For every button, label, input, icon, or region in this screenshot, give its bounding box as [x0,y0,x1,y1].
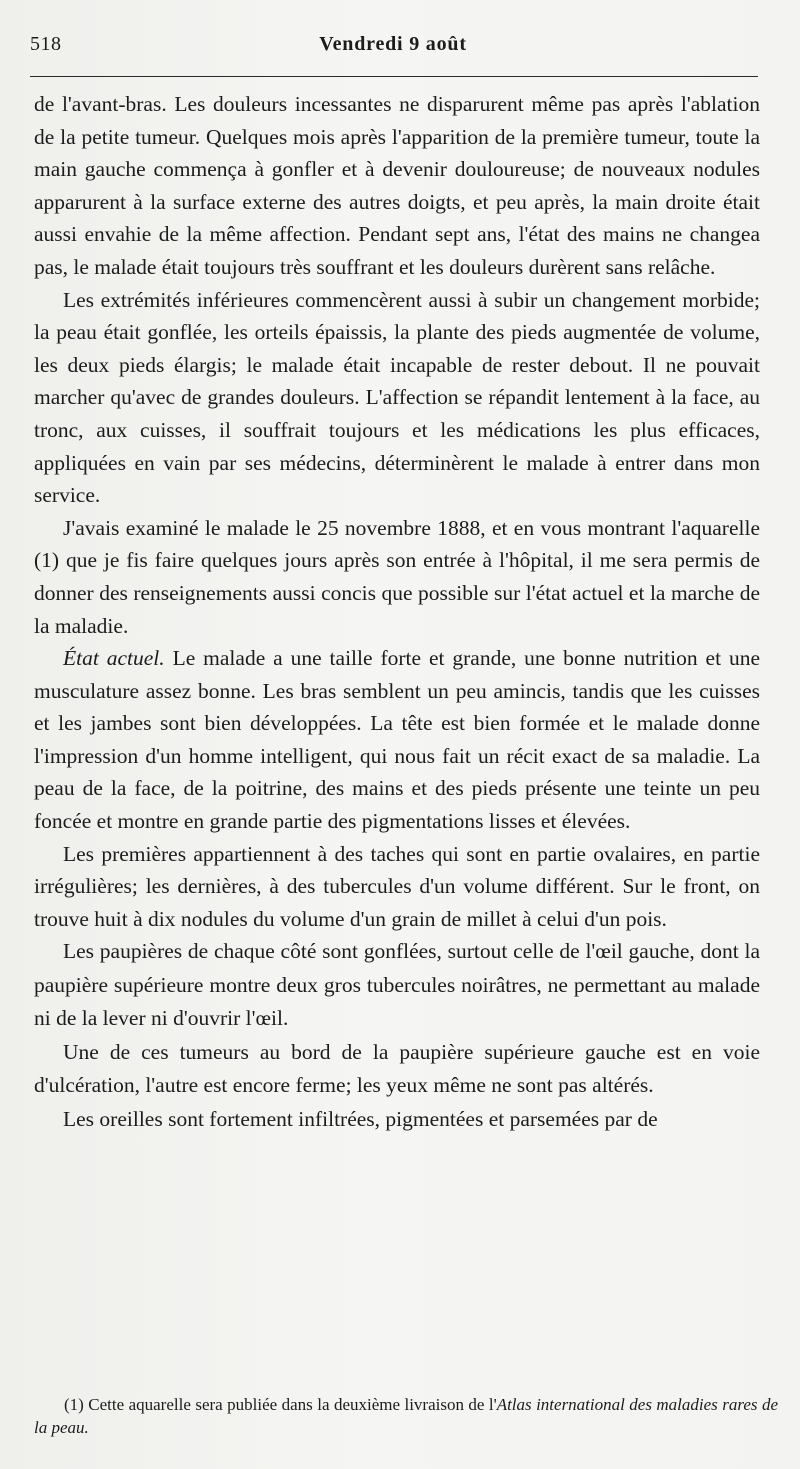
paragraph: J'avais examiné le malade le 25 novembre 1888, et en vous montrant l'aquarelle (1) que je fis faire quelques jours après son entrée à l'hôpital, il me sera permis de donner des renseignements aussi concis que possible sur l'état actuel et la marche de la maladie. [34,515,760,638]
footnote-text [34,1393,778,1439]
etat-actuel-label: État actuel. [63,646,165,671]
body-text [34,88,760,1136]
header-rule [30,76,758,77]
paragraph: Les extrémités inférieures commencèrent aussi à subir un changement morbide; la peau était gonflée, les orteils épaissis, la plante des pieds augmentée de volume, les deux pieds élargis; le malade était incapable de rester debout. Il ne pouvait marcher qu'avec de grandes douleurs. L'affection se répandit lentement à la face, au tronc, aux cuisses, il souffrait toujours et les médications les plus efficaces, appliquées en vain par ses médecins, déterminèrent le malade à entrer dans mon service. [34,287,760,508]
footnote-italic: Atlas international des maladies rares de la peau. [34,1395,778,1437]
paragraph: de l'avant-bras. Les douleurs incessantes ne disparurent même pas après l'ablation de la petite tumeur. Quelques mois après l'apparition de la première tumeur, toute la main gauche commença à gonfler et à devenir douloureuse; de nouveaux nodules apparurent à la surface externe des autres doigts, et peu après, la main droite était aussi envahie de la même affection. Pendant sept ans, l'état des mains ne changea pas, le malade était toujours très souffrant et les douleurs durèrent sans relâche. [34,92,760,279]
running-head [30,33,756,61]
footnote [34,1393,778,1439]
paragraph-etat-actuel [34,642,760,838]
running-title: Vendredi 9 août [319,33,467,55]
paragraph: Les paupières de chaque côté sont gonflées, surtout celle de l'œil gauche, dont la paupière supérieure montre deux gros tubercules noirâtres, ne permettant au malade ni de la lever ni d'ouvrir l'œil. [34,939,760,1031]
paragraph-text: Le malade a une taille forte et grande, une bonne nutrition et une musculature assez bonne. Les bras semblent un peu amincis, tandis que les cuisses et les jambes sont bien développées. La tête est bien formée et le malade donne l'impression d'un homme intelligent, qui nous fait un récit exact de sa maladie. La peau de la face, de la poitrine, des mains et des pieds présente une teinte un peu foncée et montre en grande partie des pigmentations lisses et élevées. [34,646,761,834]
footnote-plain: (1) Cette aquarelle sera publiée dans la deuxième livraison de l' [64,1395,497,1414]
paragraph: Les premières appartiennent à des taches qui sont en partie ovalaires, en partie irrégulières; les dernières, à des tubercules d'un volume différent. Sur le front, on trouve huit à dix nodules du volume d'un grain de millet à celui d'un pois. [34,841,760,931]
page-number: 518 [30,33,62,55]
paragraph: Une de ces tumeurs au bord de la paupière supérieure gauche est en voie d'ulcération, l'autre est encore ferme; les yeux même ne sont pas altérés. [34,1039,760,1098]
paragraph: Les oreilles sont fortement infiltrées, pigmentées et parsemées par de [63,1106,658,1131]
